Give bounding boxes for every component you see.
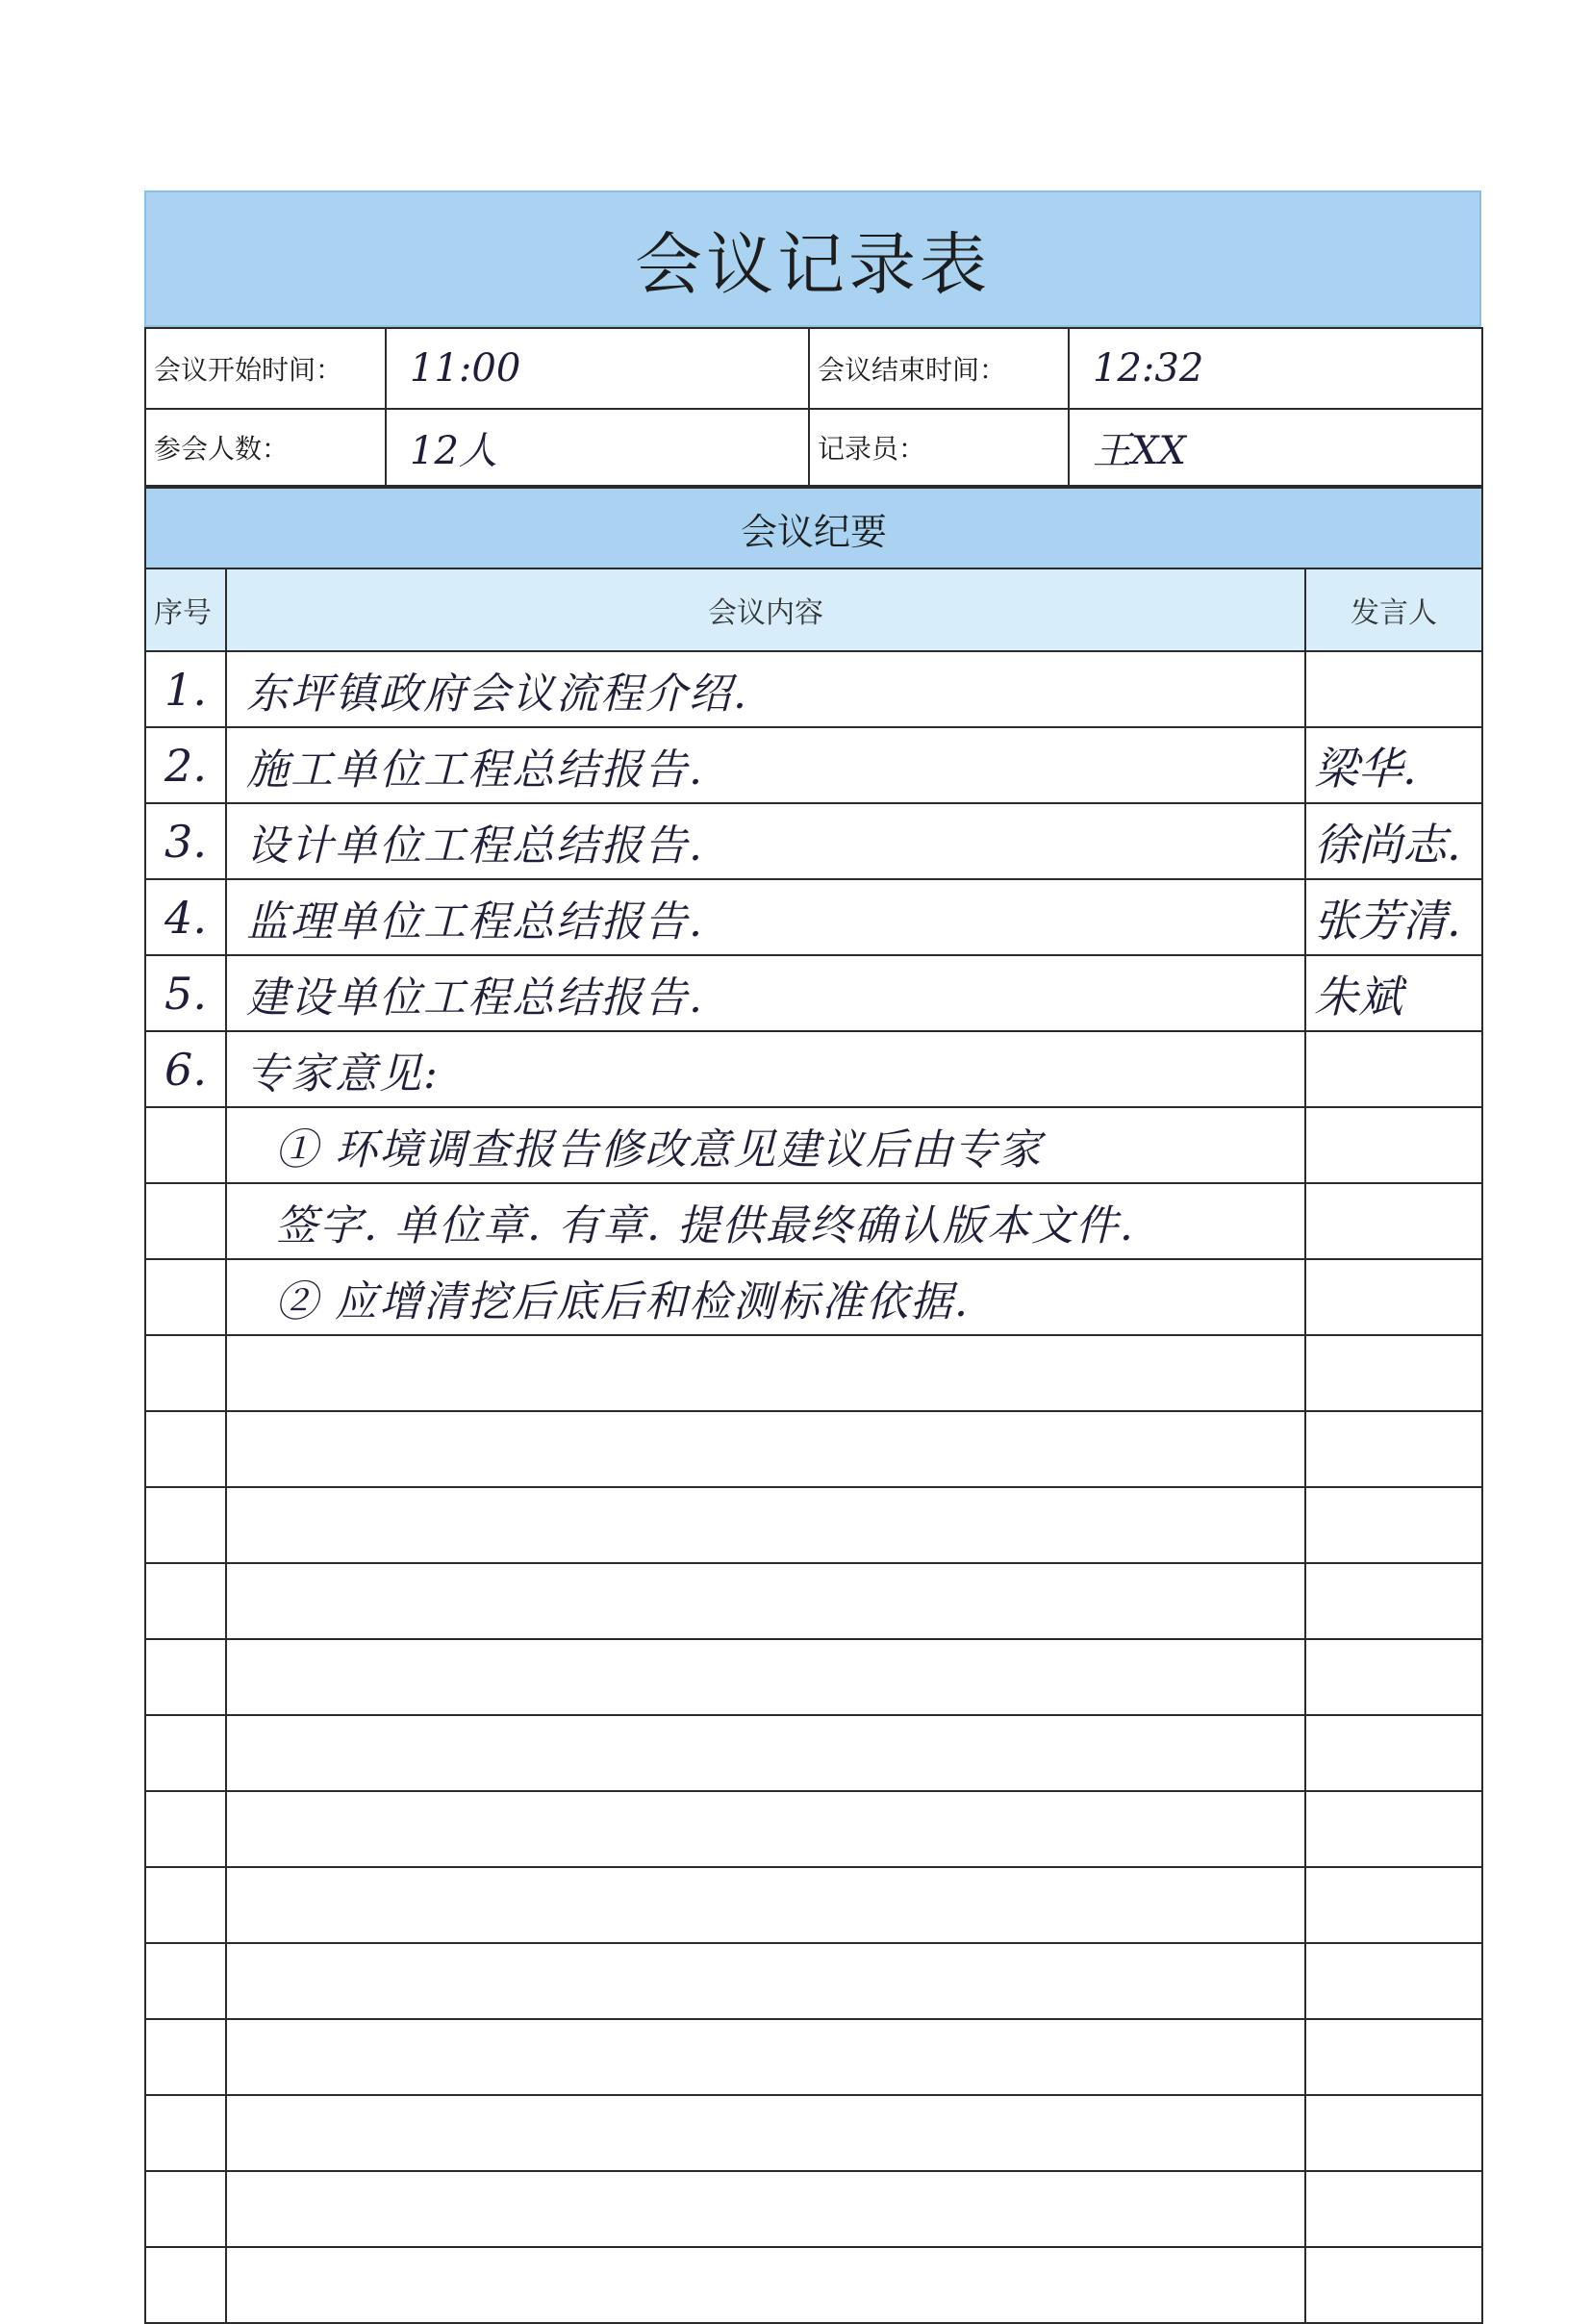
- row-content: 监理单位工程总结报告.: [226, 879, 1305, 955]
- table-row: [145, 1715, 1482, 1791]
- row-content: [226, 2095, 1305, 2171]
- row-content: ② 应增清挖后底后和检测标准依据.: [226, 1259, 1305, 1335]
- row-index: 4.: [145, 879, 226, 955]
- table-row: [145, 1563, 1482, 1639]
- row-speaker: 徐尚志.: [1305, 803, 1482, 879]
- content-column-header: 会议内容: [226, 568, 1305, 651]
- row-speaker: [1305, 1335, 1482, 1411]
- row-content: [226, 1335, 1305, 1411]
- row-content: 设计单位工程总结报告.: [226, 803, 1305, 879]
- table-row: [145, 727, 1482, 803]
- table-row: [145, 1183, 1482, 1259]
- row-speaker: [1305, 1943, 1482, 2019]
- row-index: [145, 2095, 226, 2171]
- row-content: ① 环境调查报告修改意见建议后由专家: [226, 1107, 1305, 1183]
- speaker-column-header: 发言人: [1305, 568, 1482, 651]
- row-index: [145, 1259, 226, 1335]
- table-row: [145, 2095, 1482, 2171]
- row-index: [145, 2247, 226, 2323]
- minutes-table: [144, 487, 1483, 2324]
- row-content: [226, 1411, 1305, 1487]
- row-index: [145, 1411, 226, 1487]
- row-speaker: [1305, 1031, 1482, 1107]
- row-speaker: [1305, 1411, 1482, 1487]
- row-speaker: [1305, 1715, 1482, 1791]
- row-content: 专家意见:: [226, 1031, 1305, 1107]
- meeting-info-table: [144, 327, 1483, 487]
- start-time-value: 11:00: [386, 328, 809, 409]
- row-content: [226, 1563, 1305, 1639]
- row-index: [145, 2019, 226, 2095]
- end-time-label: 会议结束时间：: [809, 328, 1069, 409]
- row-content: 建设单位工程总结报告.: [226, 955, 1305, 1031]
- table-row: [145, 803, 1482, 879]
- row-content: 施工单位工程总结报告.: [226, 727, 1305, 803]
- row-speaker: 梁华.: [1305, 727, 1482, 803]
- summary-heading: 会议纪要: [145, 488, 1482, 568]
- table-row: [145, 1487, 1482, 1563]
- start-time-label: 会议开始时间：: [145, 328, 386, 409]
- row-speaker: [1305, 2171, 1482, 2247]
- end-time-value: 12:32: [1069, 328, 1482, 409]
- row-index: [145, 1563, 226, 1639]
- row-index: [145, 1867, 226, 1943]
- row-content: [226, 1791, 1305, 1867]
- row-index: [145, 1943, 226, 2019]
- row-speaker: [1305, 2095, 1482, 2171]
- row-index: 1.: [145, 651, 226, 727]
- index-column-header: 序号: [145, 568, 226, 651]
- row-index: 6.: [145, 1031, 226, 1107]
- row-speaker: [1305, 1867, 1482, 1943]
- row-index: [145, 1183, 226, 1259]
- table-row: [145, 1411, 1482, 1487]
- row-index: [145, 1487, 226, 1563]
- row-content: [226, 1715, 1305, 1791]
- row-content: [226, 1639, 1305, 1715]
- table-row: [145, 2019, 1482, 2095]
- row-content: [226, 1943, 1305, 2019]
- row-speaker: [1305, 651, 1482, 727]
- row-index: 5.: [145, 955, 226, 1031]
- table-row: [145, 651, 1482, 727]
- minutes-rows: [145, 651, 1482, 2323]
- row-speaker: [1305, 1107, 1482, 1183]
- row-speaker: [1305, 1639, 1482, 1715]
- row-speaker: [1305, 2019, 1482, 2095]
- row-index: [145, 1335, 226, 1411]
- table-row: [145, 1107, 1482, 1183]
- row-index: [145, 2171, 226, 2247]
- row-content: [226, 1487, 1305, 1563]
- row-content: [226, 2171, 1305, 2247]
- row-speaker: [1305, 2247, 1482, 2323]
- table-row: [145, 1031, 1482, 1107]
- row-speaker: [1305, 1183, 1482, 1259]
- row-content: [226, 2247, 1305, 2323]
- row-speaker: 张芳清.: [1305, 879, 1482, 955]
- table-row: [145, 2171, 1482, 2247]
- row-speaker: [1305, 1259, 1482, 1335]
- row-content: 东坪镇政府会议流程介绍.: [226, 651, 1305, 727]
- table-row: [145, 955, 1482, 1031]
- recorder-label: 记录员：: [809, 409, 1069, 486]
- row-index: 2.: [145, 727, 226, 803]
- row-speaker: [1305, 1791, 1482, 1867]
- table-row: [145, 1867, 1482, 1943]
- row-index: 3.: [145, 803, 226, 879]
- row-speaker: [1305, 1563, 1482, 1639]
- row-content: [226, 2019, 1305, 2095]
- table-row: [145, 1639, 1482, 1715]
- table-row: [145, 879, 1482, 955]
- table-row: [145, 1943, 1482, 2019]
- attendees-label: 参会人数：: [145, 409, 386, 486]
- row-index: [145, 1107, 226, 1183]
- meeting-record-form: [144, 190, 1481, 2324]
- row-index: [145, 1639, 226, 1715]
- table-row: [145, 1259, 1482, 1335]
- row-index: [145, 1715, 226, 1791]
- row-content: [226, 1867, 1305, 1943]
- recorder-value: 王XX: [1069, 409, 1482, 486]
- row-speaker: [1305, 1487, 1482, 1563]
- table-row: [145, 1791, 1482, 1867]
- form-title: 会议记录表: [144, 190, 1481, 327]
- attendees-value: 12人: [386, 409, 809, 486]
- row-content: 签字. 单位章. 有章. 提供最终确认版本文件.: [226, 1183, 1305, 1259]
- row-index: [145, 1791, 226, 1867]
- table-row: [145, 2247, 1482, 2323]
- row-speaker: 朱斌: [1305, 955, 1482, 1031]
- table-row: [145, 1335, 1482, 1411]
